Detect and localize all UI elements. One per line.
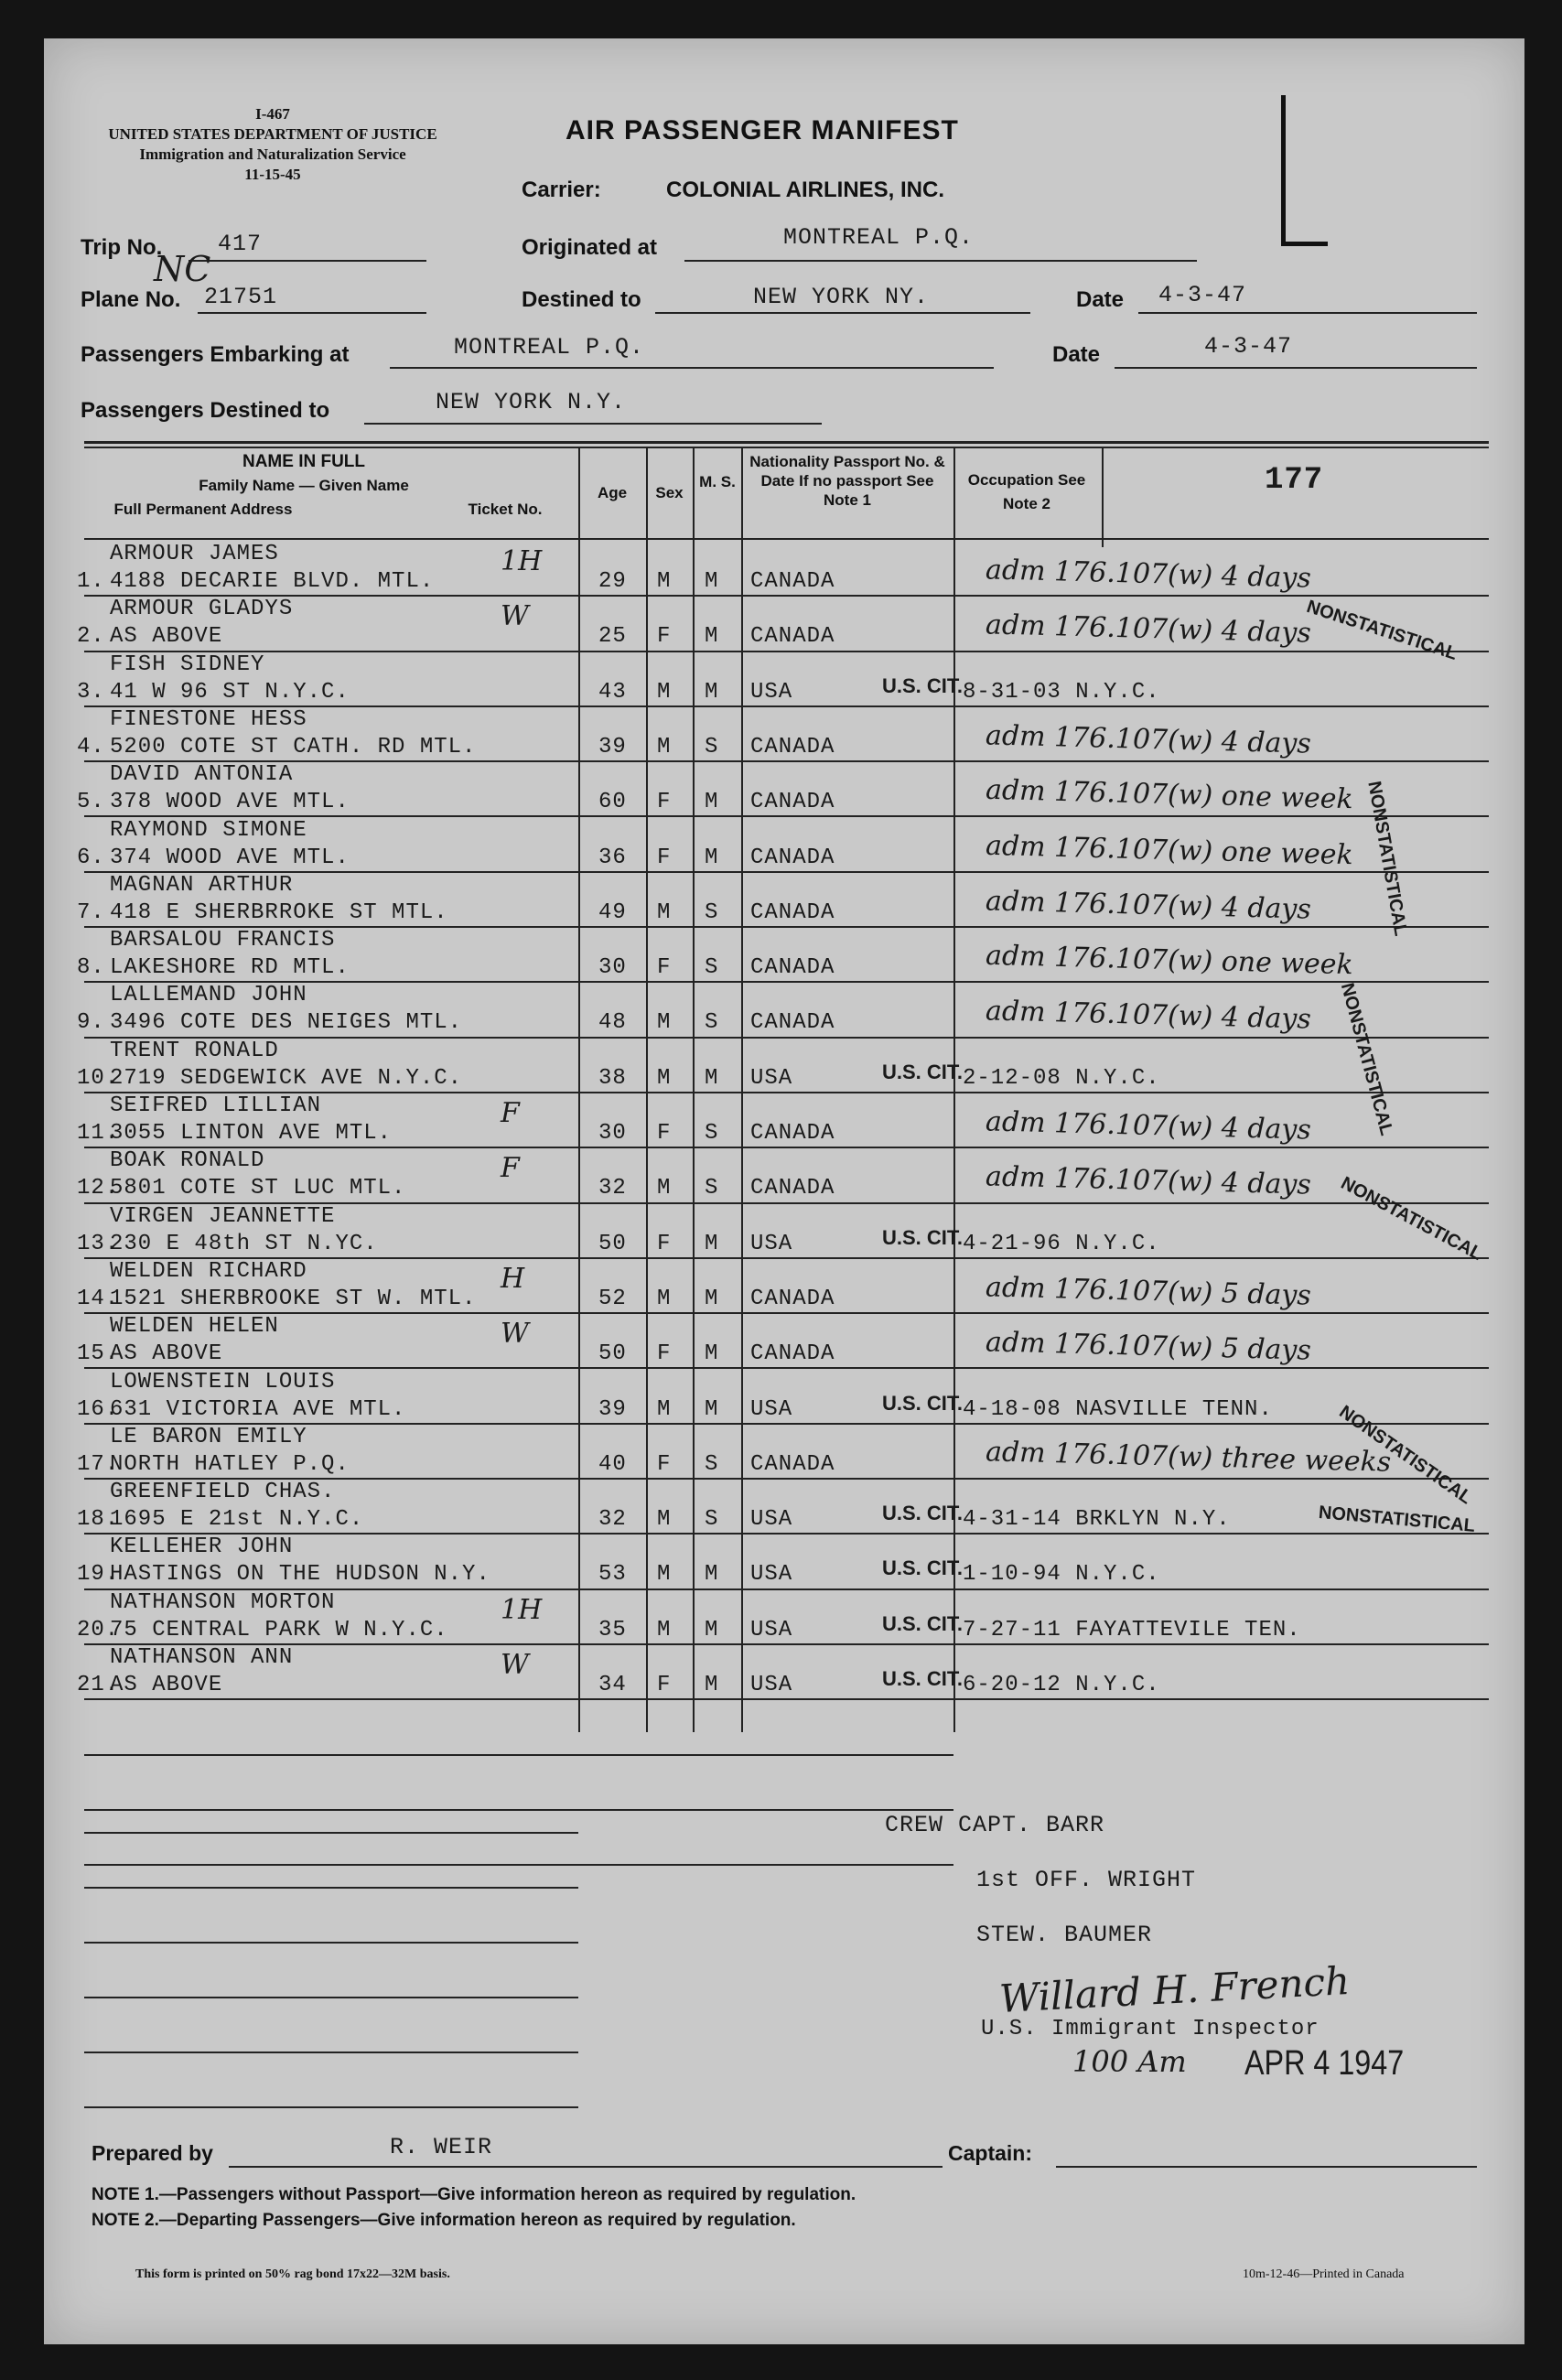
row-occupation: adm 176.107(w) 4 days [985,608,1312,650]
row-sex: F [657,624,672,650]
row-number: 14. [77,1286,120,1311]
table-row [77,652,1489,707]
row-age: 30 [598,1121,627,1146]
row-nationality: CANADA [750,1286,835,1311]
row-occupation: adm 176.107(w) 4 days [985,995,1312,1037]
us-citizen-stamp: U.S. CIT. [882,1502,964,1525]
row-occupation: adm 176.107(w) 4 days [985,1160,1312,1201]
lower-row-rule [84,2106,578,2108]
service-name: Immigration and Naturalization Service [139,145,406,163]
lower-row-rule [84,1832,578,1834]
row-ms: M [705,679,719,705]
ticket-mark-handwritten: W [501,600,529,633]
corner-mark [1281,95,1328,246]
row-age: 38 [598,1065,627,1091]
plane-value: 21751 [204,284,278,310]
row-address: 374 WOOD AVE MTL. [110,845,350,870]
header-sex: Sex [655,484,684,501]
us-citizen-stamp: U.S. CIT. [882,1667,964,1690]
inspector-signature: Willard H. French [997,1958,1352,2021]
row-sex: M [657,734,672,759]
row-nationality: CANADA [750,569,835,594]
date-value: 4-3-47 [1158,282,1247,308]
row-occupation: adm 176.107(w) 4 days [985,554,1312,595]
ticket-mark-handwritten: 1H [501,545,543,577]
form-number: I-467 [255,105,290,123]
row-number: 17. [77,1451,120,1477]
row-nationality: CANADA [750,790,835,815]
trip-value: 417 [218,231,263,257]
row-name: NATHANSON ANN [110,1645,294,1670]
row-name: BOAK RONALD [110,1148,265,1174]
row-sex: M [657,1507,672,1533]
table-row [77,1480,1489,1535]
table-row [77,1148,1489,1203]
row-sex: M [657,679,672,705]
row-sex: F [657,1451,672,1477]
row-address: HASTINGS ON THE HUDSON N.Y. [110,1562,490,1588]
destined-label: Destined to [522,287,641,312]
date-underline [1138,312,1477,314]
row-name: DAVID ANTONIA [110,762,294,788]
row-sex: F [657,1673,672,1697]
form-title: AIR PASSENGER MANIFEST [566,115,959,145]
pass-destined-value: NEW YORK N.Y. [436,389,627,415]
row-occupation: adm 176.107(w) three weeks [985,1436,1392,1479]
row-number: 1. [77,569,105,594]
row-occupation: 8-31-03 N.Y.C. [963,679,1160,705]
trip-label: Trip No. [81,235,163,260]
lower-row-rule [84,2052,578,2053]
row-occupation: adm 176.107(w) 4 days [985,1105,1312,1147]
table-row [77,1369,1489,1425]
row-nationality: USA [750,1617,793,1642]
prepared-label: Prepared by [92,2141,213,2165]
originated-label: Originated at [522,235,658,260]
row-rule [84,1698,1489,1700]
row-number: 16. [77,1396,120,1422]
empty-row-rule [84,1809,953,1811]
table-top-rule [84,441,1489,444]
table-top-rule-2 [84,447,1489,448]
header-age: Age [597,484,628,501]
row-nationality: CANADA [750,899,835,925]
row-sex: M [657,1065,672,1091]
date2-value: 4-3-47 [1204,333,1293,360]
carrier-value: COLONIAL AIRLINES, INC. [666,178,945,202]
row-occupation: adm 176.107(w) 4 days [985,719,1312,760]
agency-block [81,104,465,185]
row-address: 4188 DECARIE BLVD. MTL. [110,569,435,594]
row-number: 10. [77,1065,120,1091]
row-occupation: adm 176.107(w) one week [985,939,1354,982]
table-row [77,706,1489,762]
row-nationality: CANADA [750,1341,835,1367]
row-number: 4. [77,734,105,759]
row-nationality: USA [750,1231,793,1256]
row-sex: F [657,1341,672,1367]
row-name: ARMOUR GLADYS [110,597,294,622]
row-sex: F [657,1231,672,1256]
printed-note: This form is printed on 50% rag bond 17x22—32M basis. [135,2267,450,2281]
row-number: 15. [77,1341,120,1367]
row-occupation: 4-21-96 N.Y.C. [963,1231,1160,1256]
header-address: Full Permanent Address [113,501,293,518]
row-nationality: CANADA [750,734,835,759]
manifest-sheet [44,38,1524,2344]
row-ms: M [705,845,719,870]
row-nationality: USA [750,1673,793,1697]
table-row [77,872,1489,928]
row-address: 3055 LINTON AVE MTL. [110,1121,393,1146]
row-address: 1695 E 21st N.Y.C. [110,1507,364,1533]
ticket-mark-handwritten: W [501,1649,529,1681]
header-ms: M. S. [699,473,736,490]
table-row [77,1424,1489,1480]
row-name: NATHANSON MORTON [110,1589,336,1615]
row-occupation: 2-12-08 N.Y.C. [963,1065,1160,1091]
row-nationality: USA [750,1396,793,1422]
header-nationality: Nationality Passport No. & Date If no passport See Note 1 [749,453,945,509]
note-1-label: NOTE 1. [92,2185,159,2204]
table-row [77,597,1489,652]
row-name: BARSALOU FRANCIS [110,928,336,953]
embarking-label: Passengers Embarking at [81,342,350,367]
note-2-text: —Departing Passengers—Give information hereon as required by regulation. [158,2211,796,2230]
row-ms: S [705,734,719,759]
nonstatistical-stamp: NONSTATISTICAL [1304,597,1460,664]
ticket-mark-handwritten: H [501,1262,525,1295]
crew-captain: CREW CAPT. BARR [885,1812,1105,1838]
table-row [77,983,1489,1038]
table-row [77,1258,1489,1314]
crew-steward: STEW. BAUMER [976,1922,1153,1948]
row-number: 3. [77,679,105,705]
ticket-mark-handwritten: F [501,1152,520,1185]
row-nationality: USA [750,1507,793,1533]
table-row [77,928,1489,983]
pass-destined-label: Passengers Destined to [81,398,330,423]
inspector-title: U.S. Immigrant Inspector [981,2017,1320,2041]
embarking-value: MONTREAL P.Q. [454,334,645,361]
row-nationality: CANADA [750,1010,835,1036]
row-number: 19. [77,1562,120,1588]
row-name: FISH SIDNEY [110,652,265,677]
row-age: 36 [598,845,627,870]
nonstatistical-stamp: NONSTATISTICAL [1318,1502,1476,1536]
row-occupation: adm 176.107(w) one week [985,829,1354,871]
ticket-mark-handwritten: W [501,1318,529,1351]
printed-right: 10m-12-46—Printed in Canada [1243,2267,1405,2281]
table-row [77,762,1489,817]
row-nationality: CANADA [750,955,835,981]
us-citizen-stamp: U.S. CIT. [882,1060,964,1083]
header-occupation: Occupation See Note 2 [967,471,1086,512]
nonstatistical-stamp: NONSTATISTICAL [1337,1173,1486,1265]
empty-row-rule [84,1754,953,1756]
row-sex: M [657,1562,672,1588]
ticket-mark-handwritten: F [501,1097,520,1129]
row-address: 230 E 48th ST N.YC. [110,1231,378,1256]
row-address: 2719 SEDGEWICK AVE N.Y.C. [110,1065,463,1091]
row-occupation: 6-20-12 N.Y.C. [963,1673,1160,1697]
row-age: 39 [598,1396,627,1422]
row-address: LAKESHORE RD MTL. [110,955,350,981]
row-age: 34 [598,1673,627,1697]
note-2-label: NOTE 2. [92,2211,159,2230]
row-occupation: adm 176.107(w) one week [985,773,1354,816]
row-age: 43 [598,679,627,705]
row-ms: S [705,1121,719,1146]
row-number: 21. [77,1673,120,1697]
row-ms: M [705,1617,719,1642]
row-number: 8. [77,955,105,981]
row-nationality: CANADA [750,1121,835,1146]
row-nationality: USA [750,1562,793,1588]
row-ms: S [705,955,719,981]
row-age: 29 [598,569,627,594]
plane-underline [198,312,426,314]
row-name: VIRGEN JEANNETTE [110,1203,336,1229]
row-age: 30 [598,955,627,981]
row-occupation: adm 176.107(w) 5 days [985,1271,1312,1312]
row-sex: M [657,1396,672,1422]
row-occupation: adm 176.107(w) 4 days [985,885,1312,926]
row-address: 418 E SHERBRROKE ST MTL. [110,899,448,925]
row-name: LE BARON EMILY [110,1424,307,1449]
row-number: 13. [77,1231,120,1256]
nonstatistical-stamp: NONSTATISTICAL [1336,981,1397,1138]
row-occupation: 4-31-14 BRKLYN N.Y. [963,1507,1231,1533]
row-nationality: CANADA [750,1451,835,1477]
row-name: LALLEMAND JOHN [110,983,307,1008]
row-age: 25 [598,624,627,650]
plane-label: Plane No. [81,287,181,312]
note-2 [92,2211,796,2231]
row-age: 49 [598,899,627,925]
row-ms: M [705,1286,719,1311]
row-name: TRENT RONALD [110,1038,279,1063]
row-number: 20. [77,1617,120,1642]
prepared-value: R. WEIR [390,2134,493,2160]
row-number: 18. [77,1507,120,1533]
note-1 [92,2185,856,2205]
carrier-label: Carrier: [522,178,601,202]
us-citizen-stamp: U.S. CIT. [882,1556,964,1580]
nonstatistical-stamp: NONSTATISTICAL [1335,1402,1476,1509]
row-name: WELDEN HELEN [110,1314,279,1340]
table-row [77,1535,1489,1589]
empty-row-rule [84,1864,953,1866]
row-address: AS ABOVE [110,624,223,650]
originated-underline [684,260,1197,262]
row-occupation: 7-27-11 FAYATTEVILE TEN. [963,1617,1301,1642]
header-ticket: Ticket No. [468,501,543,518]
note-1-text: —Passengers without Passport—Give information hereon as required by regulation. [158,2185,856,2204]
row-sex: F [657,1121,672,1146]
embarking-underline [390,367,994,369]
pass-destined-underline [364,423,822,425]
row-number: 12. [77,1176,120,1201]
row-sex: M [657,899,672,925]
table-row [77,1093,1489,1148]
row-address: 631 VICTORIA AVE MTL. [110,1396,406,1422]
row-age: 50 [598,1341,627,1367]
row-number: 6. [77,845,105,870]
row-ms: M [705,1341,719,1367]
lower-row-rule [84,1887,578,1889]
row-age: 32 [598,1507,627,1533]
table-row [77,817,1489,873]
table-row [77,1589,1489,1645]
row-address: 5200 COTE ST CATH. RD MTL. [110,734,477,759]
row-ms: M [705,1396,719,1422]
originated-value: MONTREAL P.Q. [783,224,975,251]
table-row [77,1203,1489,1259]
row-age: 53 [598,1562,627,1588]
date-label: Date [1076,287,1125,312]
us-citizen-stamp: U.S. CIT. [882,1391,964,1415]
row-address: 3496 COTE DES NEIGES MTL. [110,1010,463,1036]
row-name: SEIFRED LILLIAN [110,1093,322,1118]
row-sex: M [657,1286,672,1311]
row-address: AS ABOVE [110,1341,223,1367]
form-date: 11-15-45 [244,166,301,183]
row-sex: F [657,845,672,870]
row-number: 11. [77,1121,120,1146]
row-nationality: CANADA [750,624,835,650]
lower-row-rule [84,1997,578,1998]
row-ms: M [705,1065,719,1091]
col-sep-right [1102,447,1104,547]
nonstatistical-stamp: NONSTATISTICAL [1363,780,1411,938]
date2-underline [1115,367,1477,369]
department-name: UNITED STATES DEPARTMENT OF JUSTICE [108,125,437,143]
row-name: GREENFIELD CHAS. [110,1480,336,1505]
row-age: 39 [598,734,627,759]
table-row [77,542,1489,597]
row-nationality: USA [750,679,793,705]
captain-label: Captain: [948,2141,1032,2165]
row-nationality: CANADA [750,1176,835,1201]
row-sex: F [657,790,672,815]
row-age: 60 [598,790,627,815]
row-sex: M [657,1176,672,1201]
table-row [77,1645,1489,1700]
header-bottom-rule [84,538,1489,540]
row-nationality: USA [750,1065,793,1091]
row-age: 52 [598,1286,627,1311]
row-nationality: CANADA [750,845,835,870]
row-number: 2. [77,624,105,650]
ticket-mark-handwritten: 1H [501,1593,543,1626]
row-sex: M [657,569,672,594]
row-name: ARMOUR JAMES [110,542,279,566]
inspector-initials: 100 Am [1072,2044,1187,2079]
row-ms: M [705,1562,719,1588]
row-name: RAYMOND SIMONE [110,817,307,843]
row-address: 5801 COTE ST LUC MTL. [110,1176,406,1201]
row-age: 32 [598,1176,627,1201]
row-name: WELDEN RICHARD [110,1258,307,1284]
row-occupation: adm 176.107(w) 5 days [985,1326,1312,1367]
row-occupation: 4-18-08 NASVILLE TENN. [963,1396,1273,1422]
row-address: 41 W 96 ST N.Y.C. [110,679,350,705]
us-citizen-stamp: U.S. CIT. [882,1225,964,1249]
date-stamp: APR 4 1947 [1244,2044,1405,2083]
row-age: 48 [598,1010,627,1036]
row-ms: M [705,569,719,594]
table-row [77,1314,1489,1369]
row-address: 75 CENTRAL PARK W N.Y.C. [110,1617,448,1642]
row-address: 378 WOOD AVE MTL. [110,790,350,815]
row-ms: M [705,1673,719,1697]
row-ms: S [705,899,719,925]
row-age: 50 [598,1231,627,1256]
row-name: FINESTONE HESS [110,706,307,732]
plane-prefix-handwritten: NC [154,249,211,289]
date2-label: Date [1052,342,1101,367]
row-ms: M [705,624,719,650]
row-name: KELLEHER JOHN [110,1535,294,1560]
row-age: 40 [598,1451,627,1477]
row-sex: F [657,955,672,981]
row-ms: M [705,1231,719,1256]
prepared-underline [229,2166,943,2168]
page-number: 177 [1265,463,1324,498]
row-ms: S [705,1451,719,1477]
table-row [77,1038,1489,1093]
us-citizen-stamp: U.S. CIT. [882,673,964,697]
row-age: 35 [598,1617,627,1642]
row-name: LOWENSTEIN LOUIS [110,1369,336,1395]
row-number: 7. [77,899,105,925]
row-sex: M [657,1010,672,1036]
row-address: 1521 SHERBROOKE ST W. MTL. [110,1286,477,1311]
row-address: AS ABOVE [110,1673,223,1697]
row-sex: M [657,1617,672,1642]
trip-underline [189,260,426,262]
lower-row-rule [84,1942,578,1944]
row-occupation: 1-10-94 N.Y.C. [963,1562,1160,1588]
passenger-table [77,441,1489,2083]
row-address: NORTH HATLEY P.Q. [110,1451,350,1477]
destined-value: NEW YORK NY. [753,284,930,310]
corner-mark-tick [1281,95,1286,113]
row-ms: M [705,790,719,815]
captain-underline [1056,2166,1477,2168]
row-ms: S [705,1176,719,1201]
header-name-sub: Family Name — Given Name [199,477,409,494]
header-name: NAME IN FULL [242,452,366,471]
row-number: 5. [77,790,105,815]
row-name: MAGNAN ARTHUR [110,872,294,898]
crew-first-officer: 1st OFF. WRIGHT [976,1867,1197,1893]
row-ms: S [705,1010,719,1036]
us-citizen-stamp: U.S. CIT. [882,1611,964,1635]
destined-underline [655,312,1030,314]
row-ms: S [705,1507,719,1533]
row-number: 9. [77,1010,105,1036]
